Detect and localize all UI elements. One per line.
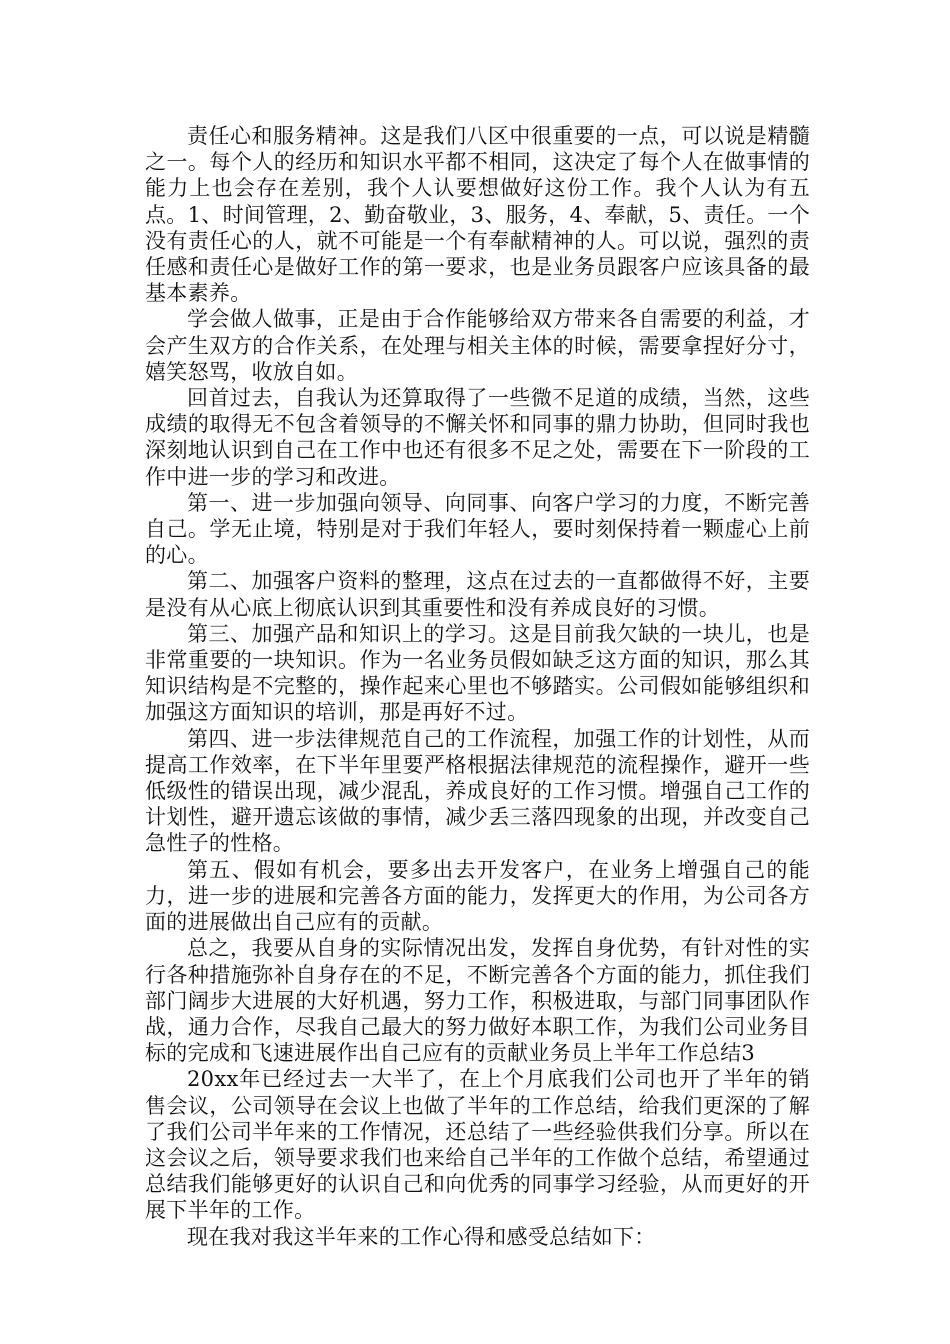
paragraph-cooperation: 学会做人做事，正是由于合作能够给双方带来各自需要的利益，才会产生双方的合作关系，在处理与相关主体的时候，需要拿捏好分寸，嬉笑怒骂，收放自如。 — [145, 307, 810, 384]
paragraph-conclusion: 总之，我要从自身的实际情况出发，发挥自身优势，有针对性的实行各种措施弥补自身存在的不足，不断完善各个方面的能力，抓住我们部门阔步大进展的大好机遇，努力工作，积极进取，与部门同事团队作战，通力合作，尽我自己最大的努力做好本职工作，为我们公司业务目标的完成和飞速进展作出自己应有的贡献业务员上半年工作总结3 — [145, 936, 810, 1066]
paragraph-point-four: 第四、进一步法律规范自己的工作流程，加强工作的计划性，从而提高工作效率，在下半年里要严格根据法律规范的流程操作，避开一些低级性的错误出现，减少混乱，养成良好的工作习惯。增强自己工作的计划性，避开遗忘该做的事情，减少丢三落四现象的出现，并改变自己急性子的性格。 — [145, 726, 810, 856]
paragraph-point-three: 第三、加强产品和知识上的学习。这是目前我欠缺的一块儿，也是非常重要的一块知识。作为一名业务员假如缺乏这方面的知识，那么其知识结构是不完整的，操作起来心里也不够踏实。公司假如能够组织和加强这方面知识的培训，那是再好不过。 — [145, 621, 810, 725]
paragraph-point-two: 第二、加强客户资料的整理，这点在过去的一直都做得不好，主要是没有从心底上彻底认识到其重要性和没有养成良好的习惯。 — [145, 569, 810, 620]
paragraph-review: 回首过去，自我认为还算取得了一些微不足道的成绩，当然，这些成绩的取得无不包含着领导的不懈关怀和同事的鼎力协助，但同时我也深刻地认识到自己在工作中也还有很多不足之处，需要在下一阶段的工作中进一步的学习和改进。 — [145, 386, 810, 489]
paragraph-half-year-intro: 20xx年已经过去一大半了，在上个月底我们公司也开了半年的销售会议，公司领导在会议上也做了半年的工作总结，给我们更深的了解了我们公司半年来的工作情况，还总结了一些经验供我们分享。所以在这会议之后，领导要求我们也来给自己半年的工作做个总结，希望通过总结我们能够更好的认识自己和向优秀的同事学习经验，从而更好的开展下半年的工作。 — [145, 1067, 810, 1223]
paragraph-responsibility: 责任心和服务精神。这是我们八区中很重要的一点，可以说是精髓之一。每个人的经历和知识水平都不相同，这决定了每个人在做事情的能力上也会存在差别，我个人认要想做好这份工作。我个人认为有五点。1、时间管理，2、勤奋敬业，3、服务，4、奉献，5、责任。一个没有责任心的人，就不可能是一个有奉献精神的人。可以说，强烈的责任感和责任心是做好工作的第一要求，也是业务员跟客户应该具备的最基本素养。 — [145, 124, 810, 306]
paragraph-point-five: 第五、假如有机会，要多出去开发客户，在业务上增强自己的能力，进一步的进展和完善各方面的能力，发挥更大的作用，为公司各方面的进展做出自己应有的贡献。 — [145, 857, 810, 935]
paragraph-summary-lead: 现在我对我这半年来的工作心得和感受总结如下： — [187, 1224, 656, 1249]
paragraph-point-one: 第一、进一步加强向领导、向同事、向客户学习的力度，不断完善自己。学无止境，特别是对于我们年轻人，要时刻保持着一颗虚心上前的心。 — [145, 490, 810, 568]
document-body — [145, 123, 810, 1250]
